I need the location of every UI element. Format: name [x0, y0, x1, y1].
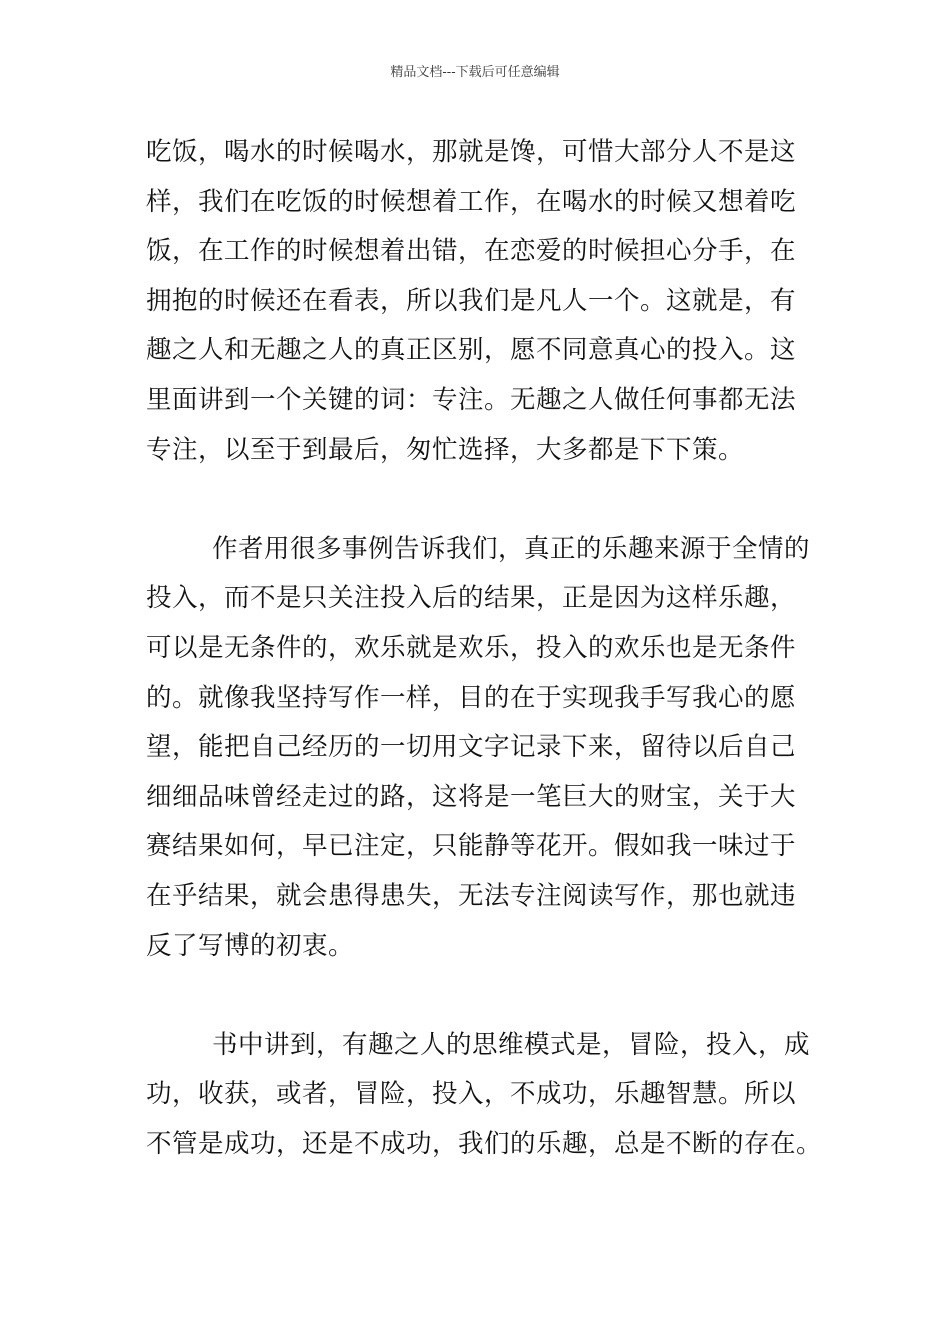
paragraph-1	[146, 128, 808, 475]
paragraph-2	[146, 525, 811, 971]
text-line: 吃饭，喝水的时候喝水，那就是馋，可惜大部分人不是这	[146, 137, 797, 167]
text-line: 拥抱的时候还在看表，所以我们是凡人一个。这就是，有	[146, 285, 797, 316]
text-line: 反了写博的初衷。	[146, 930, 355, 961]
page-header: 精品文档---下载后可任意编辑	[390, 65, 560, 80]
text-line: 趣之人和无趣之人的真正区别，愿不同意真心的投入。这	[146, 335, 797, 366]
document-body	[146, 128, 823, 1169]
text-line: 样，我们在吃饭的时候想着工作，在喝水的时候又想着吃	[146, 186, 797, 217]
text-line: 的。就像我坚持写作一样，目的在于实现我手写我心的愿	[146, 682, 797, 713]
text-line: 专注，以至于到最后，匆忙选择，大多都是下下策。	[146, 434, 745, 465]
text-line: 作者用很多事例告诉我们，真正的乐趣来源于全情的	[212, 533, 811, 564]
text-line: 功，收获，或者，冒险，投入，不成功，乐趣智慧。所以	[146, 1079, 797, 1110]
text-line: 赛结果如何，早已注定，只能静等花开。假如我一味过于	[146, 831, 797, 862]
text-line: 书中讲到，有趣之人的思维模式是，冒险，投入，成	[212, 1029, 811, 1060]
text-line: 在乎结果，就会患得患失，无法专注阅读写作，那也就违	[146, 880, 797, 911]
text-line: 饭，在工作的时候想着出错，在恋爱的时候担心分手，在	[146, 236, 797, 267]
paragraph-spacer	[146, 475, 808, 525]
text-line: 可以是无条件的，欢乐就是欢乐，投入的欢乐也是无条件	[146, 632, 797, 663]
text-line: 投入，而不是只关注投入后的结果，正是因为这样乐趣，	[146, 583, 797, 614]
text-line: 里面讲到一个关键的词：专注。无趣之人做任何事都无法	[146, 384, 797, 415]
text-line: 不管是成功，还是不成功，我们的乐趣，总是不断的存在。	[146, 1128, 823, 1159]
paragraph-spacer	[146, 971, 808, 1021]
paragraph-3	[146, 1021, 823, 1170]
text-line: 细细品味曾经走过的路，这将是一笔巨大的财宝，关于大	[146, 781, 797, 812]
text-line: 望，能把自己经历的一切用文字记录下来，留待以后自己	[146, 732, 797, 763]
